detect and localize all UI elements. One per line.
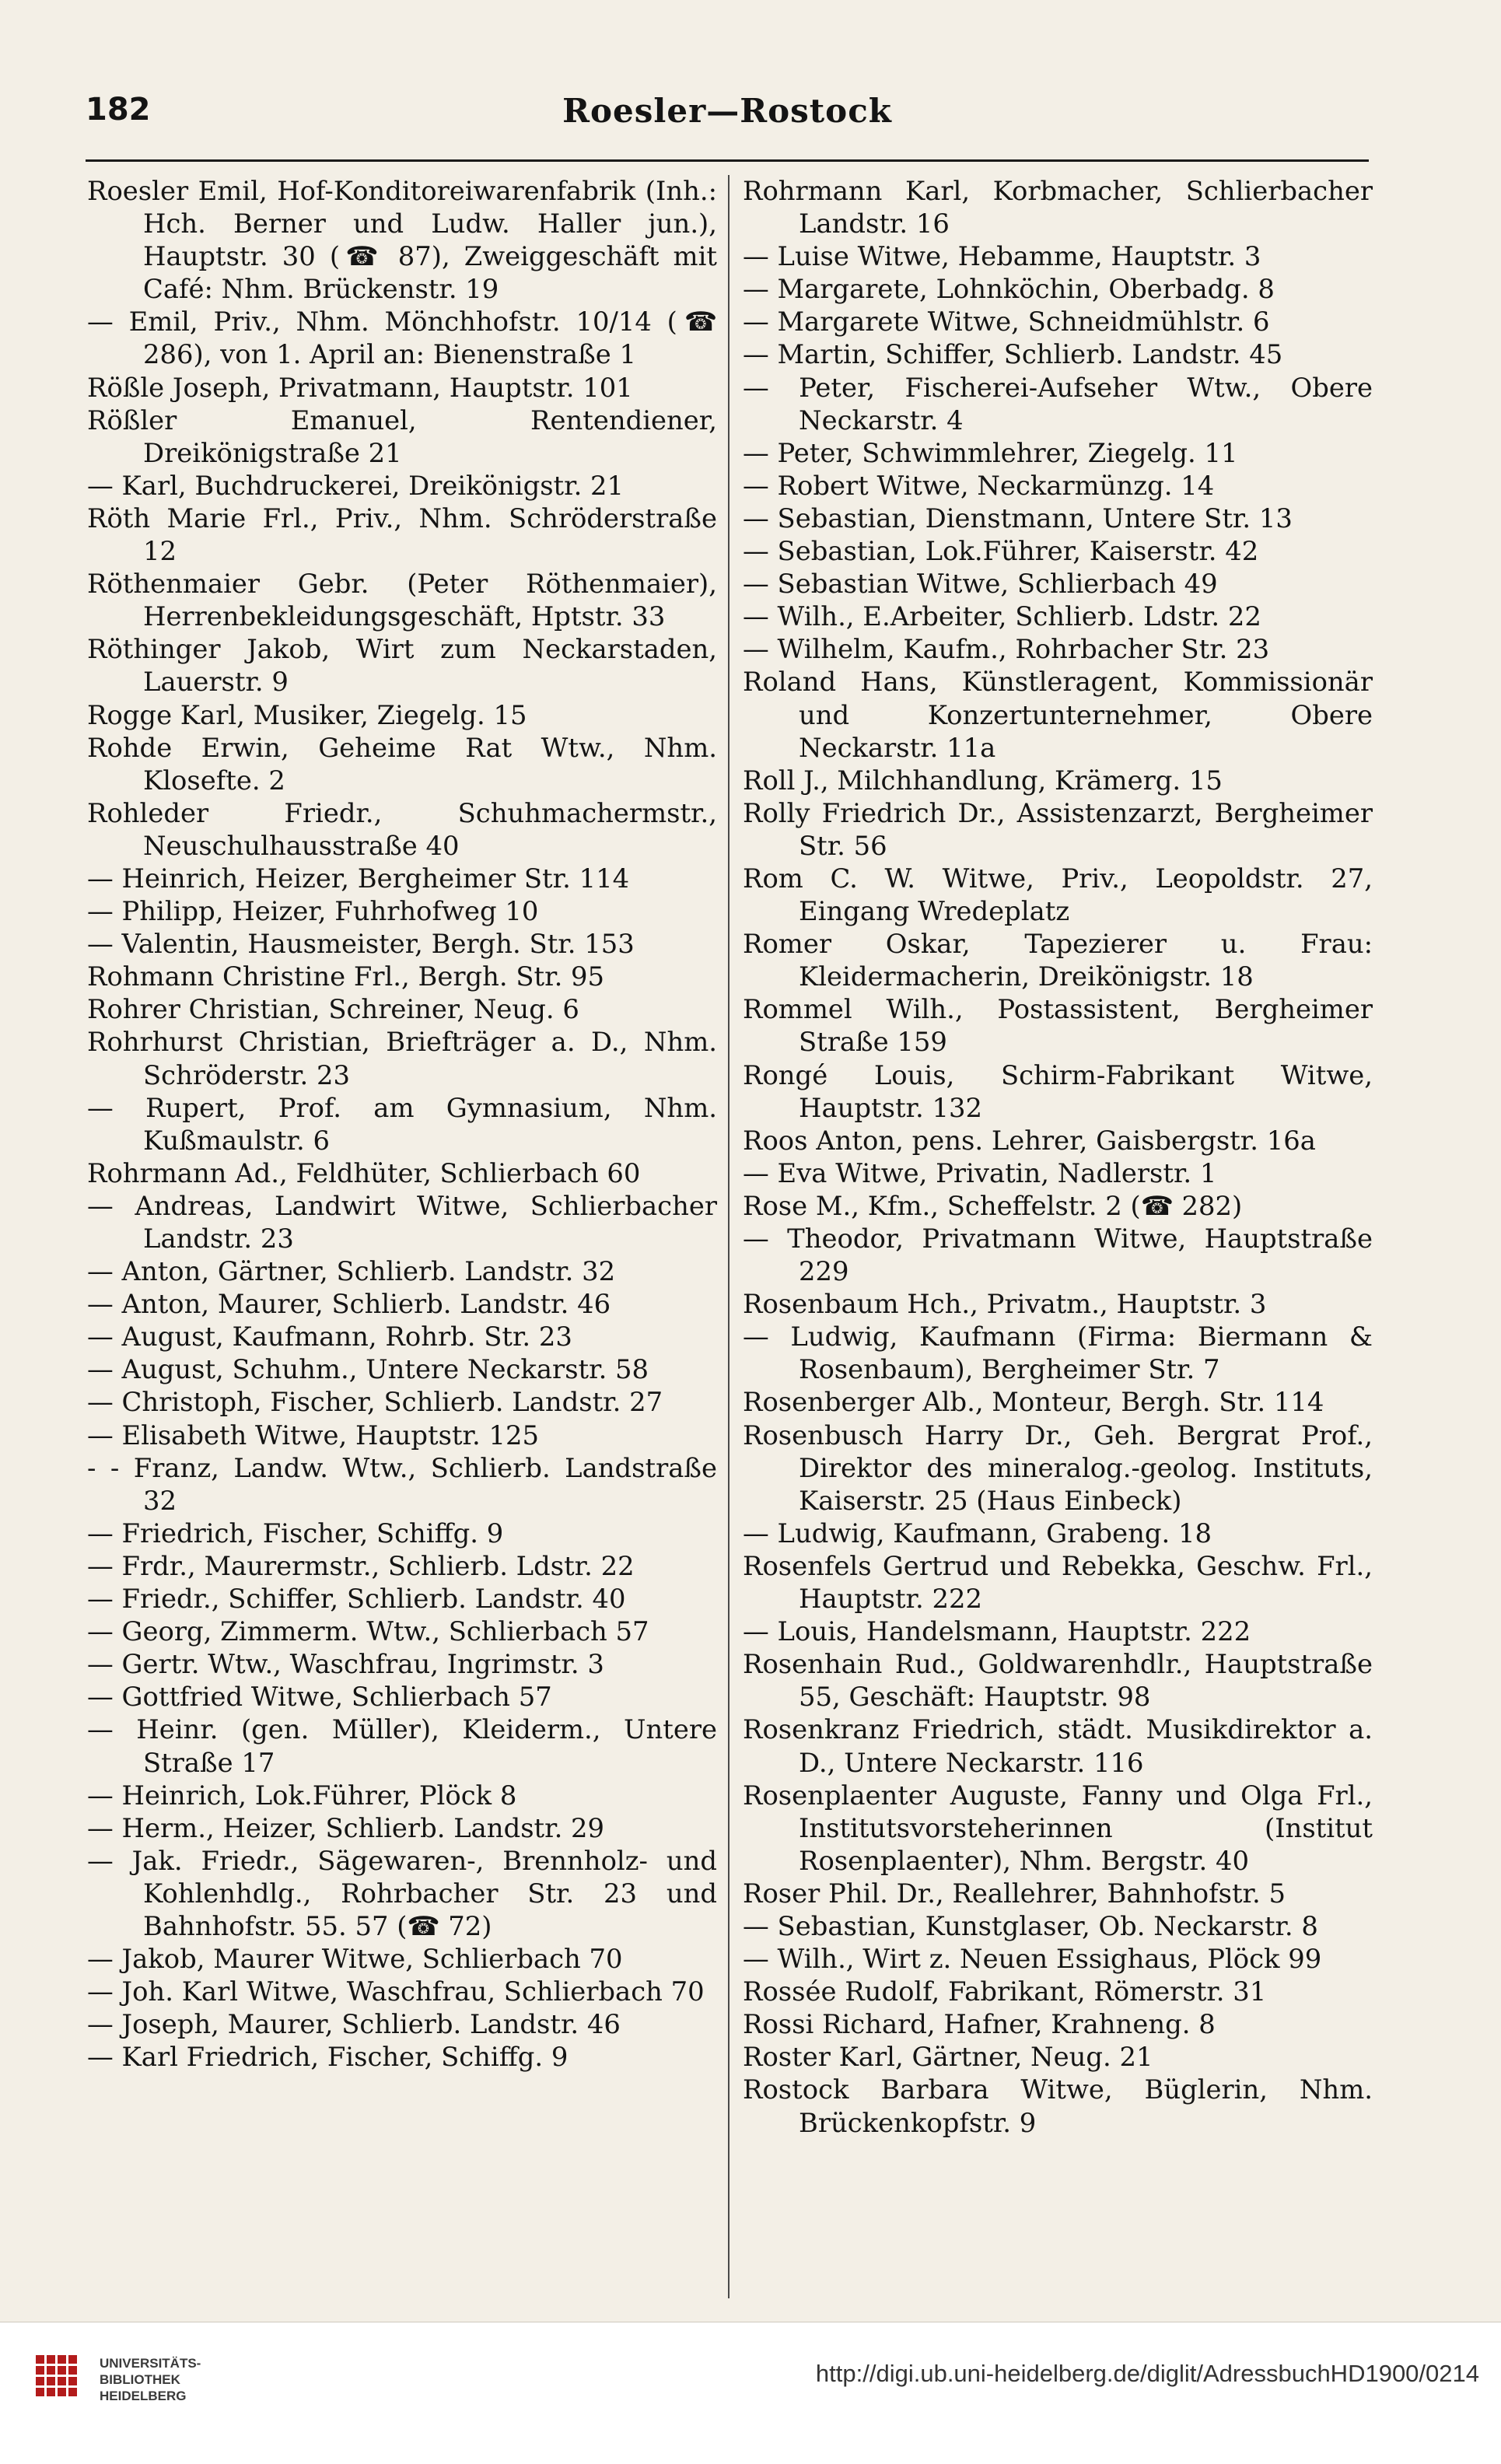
directory-entry: — Martin, Schiffer, Schlierb. Landstr. 45 bbox=[743, 339, 1283, 370]
directory-entry: — Robert Witwe, Neckarmünzg. 14 bbox=[743, 470, 1215, 501]
directory-entry: Roll J., Milchhandlung, Krämerg. 15 bbox=[743, 765, 1223, 796]
directory-entry: Röthinger Jakob, Wirt zum Neckarstaden, Lauerstr. 9 bbox=[87, 634, 717, 698]
directory-entry: — Peter, Fischerei-Aufseher Wtw., Obere Neckarstr. 4 bbox=[743, 372, 1373, 436]
directory-entry: — Rupert, Prof. am Gymnasium, Nhm. Kußmaulstr. 6 bbox=[87, 1092, 717, 1156]
directory-entry: Rogge Karl, Musiker, Ziegelg. 15 bbox=[87, 699, 527, 730]
directory-entry: Roesler Emil, Hof-Konditoreiwarenfabrik (Inh.: Hch. Berner und Ludw. Haller jun.), Hauptstr. 30 (☎ 87), Zweiggeschäft mit Café: Nhm. Brückenstr. 19 bbox=[87, 176, 717, 305]
directory-entry: — Theodor, Privatmann Witwe, Hauptstraße 229 bbox=[743, 1223, 1373, 1287]
library-name-line: HEIDELBERG bbox=[100, 2389, 187, 2403]
directory-entry: Rohrer Christian, Schreiner, Neug. 6 bbox=[87, 994, 579, 1025]
directory-entry: — Heinr. (gen. Müller), Kleiderm., Untere Straße 17 bbox=[87, 1714, 717, 1778]
directory-entry: — Sebastian, Dienstmann, Untere Str. 13 bbox=[743, 502, 1293, 534]
library-logo-icon bbox=[30, 2350, 90, 2406]
directory-entry: Rose M., Kfm., Scheffelstr. 2 (☎ 282) bbox=[743, 1190, 1243, 1221]
header-rule bbox=[86, 159, 1369, 162]
directory-entry: — Joh. Karl Witwe, Waschfrau, Schlierbach 70 bbox=[87, 1976, 705, 2007]
directory-entry: — Georg, Zimmerm. Wtw., Schlierbach 57 bbox=[87, 1616, 649, 1647]
left-column bbox=[87, 175, 717, 2074]
directory-entry: Röthenmaier Gebr. (Peter Röthenmaier), Herrenbekleidungsgeschäft, Hptstr. 33 bbox=[87, 569, 717, 632]
directory-entry: — Anton, Gärtner, Schlierb. Landstr. 32 bbox=[87, 1256, 616, 1287]
directory-entry: — Christoph, Fischer, Schlierb. Landstr. 27 bbox=[87, 1387, 663, 1418]
directory-entry: Rohleder Friedr., Schuhmachermstr., Neuschulhausstraße 40 bbox=[87, 797, 717, 861]
directory-entry: — Karl Friedrich, Fischer, Schiffg. 9 bbox=[87, 2042, 569, 2073]
directory-entry: Rosenbusch Harry Dr., Geh. Bergrat Prof., Direktor des mineralog.-geolog. Instituts, Kaiserstr. 25 (Haus Einbeck) bbox=[743, 1419, 1373, 1516]
directory-entry: — Sebastian Witwe, Schlierbach 49 bbox=[743, 569, 1218, 600]
page-number: 182 bbox=[86, 92, 151, 128]
directory-entry: — Elisabeth Witwe, Hauptstr. 125 bbox=[87, 1419, 539, 1451]
directory-entry: — Louis, Handelsmann, Hauptstr. 222 bbox=[743, 1616, 1251, 1647]
directory-entry: — August, Schuhm., Untere Neckarstr. 58 bbox=[87, 1354, 649, 1385]
directory-entry: Romer Oskar, Tapezierer u. Frau: Kleidermacherin, Dreikönigstr. 18 bbox=[743, 929, 1373, 992]
directory-entry: — Friedrich, Fischer, Schiffg. 9 bbox=[87, 1517, 504, 1549]
directory-entry: — Luise Witwe, Hebamme, Hauptstr. 3 bbox=[743, 241, 1261, 272]
directory-entry: — Eva Witwe, Privatin, Nadlerstr. 1 bbox=[743, 1157, 1217, 1188]
directory-entry: Rosenbaum Hch., Privatm., Hauptstr. 3 bbox=[743, 1289, 1267, 1320]
directory-entry: Rohrmann Karl, Korbmacher, Schlierbacher Landstr. 16 bbox=[743, 176, 1373, 240]
directory-entry: — Heinrich, Heizer, Bergheimer Str. 114 bbox=[87, 863, 630, 894]
directory-entry: Roster Karl, Gärtner, Neug. 21 bbox=[743, 2042, 1153, 2073]
directory-entry: Rohrhurst Christian, Briefträger a. D., Nhm. Schröderstr. 23 bbox=[87, 1027, 717, 1090]
library-name-line: UNIVERSITÄTS- bbox=[100, 2356, 201, 2371]
directory-entry: — Jakob, Maurer Witwe, Schlierbach 70 bbox=[87, 1944, 623, 1975]
directory-entry: Rolly Friedrich Dr., Assistenzarzt, Bergheimer Str. 56 bbox=[743, 797, 1373, 861]
column-divider bbox=[728, 175, 730, 2298]
directory-entry: Rosenplaenter Auguste, Fanny und Olga Frl., Institutsvorsteherinnen (Institut Rosenplaenter), Nhm. Bergstr. 40 bbox=[743, 1780, 1373, 1876]
directory-entry: — Karl, Buchdruckerei, Dreikönigstr. 21 bbox=[87, 470, 625, 501]
directory-entry: — Wilh., E.Arbeiter, Schlierb. Ldstr. 22 bbox=[743, 601, 1261, 632]
directory-entry: — Anton, Maurer, Schlierb. Landstr. 46 bbox=[87, 1289, 611, 1320]
directory-entry: Rostock Barbara Witwe, Büglerin, Nhm. Brückenkopfstr. 9 bbox=[743, 2074, 1373, 2138]
directory-entry: — Jak. Friedr., Sägewaren-, Brennholz- und Kohlenhdlg., Rohrbacher Str. 23 und Bahnhofstr. 55. 57 (☎ 72) bbox=[87, 1845, 717, 1941]
page-header bbox=[86, 92, 1369, 138]
directory-entry: — Emil, Priv., Nhm. Mönchhofstr. 10/14 (☎ 286), von 1. April an: Bienenstraße 1 bbox=[87, 306, 717, 370]
directory-entry: Rommel Wilh., Postassistent, Bergheimer Straße 159 bbox=[743, 994, 1373, 1058]
directory-entry: — Margarete Witwe, Schneidmühlstr. 6 bbox=[743, 306, 1270, 338]
directory-entry: Rom C. W. Witwe, Priv., Leopoldstr. 27, Eingang Wredeplatz bbox=[743, 863, 1373, 927]
directory-entry: — Sebastian, Lok.Führer, Kaiserstr. 42 bbox=[743, 536, 1259, 567]
directory-entry: Rongé Louis, Schirm-Fabrikant Witwe, Hauptstr. 132 bbox=[743, 1059, 1373, 1123]
source-url-link[interactable]: http://digi.ub.uni-heidelberg.de/diglit/AdressbuchHD1900/0214 bbox=[815, 2360, 1479, 2387]
directory-entry: Rosenberger Alb., Monteur, Bergh. Str. 114 bbox=[743, 1387, 1324, 1418]
directory-entry: — Sebastian, Kunstglaser, Ob. Neckarstr. 8 bbox=[743, 1910, 1318, 1941]
directory-entry: Rößler Emanuel, Rentendiener, Dreikönigstraße 21 bbox=[87, 404, 717, 468]
directory-entry: — Wilh., Wirt z. Neuen Essighaus, Plöck 99 bbox=[743, 1944, 1322, 1975]
directory-entry: Röth Marie Frl., Priv., Nhm. Schröderstraße 12 bbox=[87, 502, 717, 567]
directory-entry: — Gottfried Witwe, Schlierbach 57 bbox=[87, 1682, 552, 1713]
directory-entry: Rößle Joseph, Privatmann, Hauptstr. 101 bbox=[87, 372, 633, 403]
directory-entry: Roland Hans, Künstleragent, Kommissionär und Konzertunternehmer, Obere Neckarstr. 11a bbox=[743, 667, 1373, 763]
library-name-line: BIBLIOTHEK bbox=[100, 2372, 180, 2387]
directory-entry: — Frdr., Maurermstr., Schlierb. Ldstr. 22 bbox=[87, 1550, 635, 1581]
directory-entry: — August, Kaufmann, Rohrb. Str. 23 bbox=[87, 1321, 572, 1353]
directory-entry: — Peter, Schwimmlehrer, Ziegelg. 11 bbox=[743, 437, 1238, 468]
directory-entry: — Margarete, Lohnköchin, Oberbadg. 8 bbox=[743, 274, 1275, 305]
directory-entry: — Herm., Heizer, Schlierb. Landstr. 29 bbox=[87, 1812, 605, 1843]
directory-entry: - - Franz, Landw. Wtw., Schlierb. Landstraße 32 bbox=[87, 1452, 717, 1516]
library-name bbox=[100, 2355, 201, 2404]
directory-entry: — Andreas, Landwirt Witwe, Schlierbacher Landstr. 23 bbox=[87, 1190, 717, 1254]
directory-entry: — Friedr., Schiffer, Schlierb. Landstr. 40 bbox=[87, 1584, 626, 1615]
right-column bbox=[743, 175, 1373, 2140]
running-head: Roesler—Rostock bbox=[562, 92, 892, 130]
directory-entry: Roos Anton, pens. Lehrer, Gaisbergstr. 16a bbox=[743, 1125, 1316, 1156]
directory-entry: Rohde Erwin, Geheime Rat Wtw., Nhm. Klosefte. 2 bbox=[87, 732, 717, 796]
directory-entry: Rosenhain Rud., Goldwarenhdlr., Hauptstraße 55, Geschäft: Hauptstr. 98 bbox=[743, 1649, 1373, 1713]
directory-entry: Rohrmann Ad., Feldhüter, Schlierbach 60 bbox=[87, 1157, 641, 1188]
directory-entry: — Gertr. Wtw., Waschfrau, Ingrimstr. 3 bbox=[87, 1649, 604, 1680]
directory-entry: — Ludwig, Kaufmann, Grabeng. 18 bbox=[743, 1517, 1212, 1549]
directory-entry: Rohmann Christine Frl., Bergh. Str. 95 bbox=[87, 961, 605, 992]
directory-entry: Rossi Richard, Hafner, Krahneng. 8 bbox=[743, 2009, 1216, 2040]
directory-entry: Roser Phil. Dr., Reallehrer, Bahnhofstr. 5 bbox=[743, 1878, 1286, 1909]
directory-entry: Rosenfels Gertrud und Rebekka, Geschw. Frl., Hauptstr. 222 bbox=[743, 1550, 1373, 1615]
directory-entry: Rosenkranz Friedrich, städt. Musikdirektor a. D., Untere Neckarstr. 116 bbox=[743, 1714, 1373, 1778]
directory-entry: — Heinrich, Lok.Führer, Plöck 8 bbox=[87, 1780, 517, 1811]
directory-entry: — Ludwig, Kaufmann (Firma: Biermann & Rosenbaum), Bergheimer Str. 7 bbox=[743, 1321, 1373, 1385]
directory-entry: — Philipp, Heizer, Fuhrhofweg 10 bbox=[87, 896, 539, 927]
directory-entry: — Wilhelm, Kaufm., Rohrbacher Str. 23 bbox=[743, 634, 1270, 665]
directory-entry: Rossée Rudolf, Fabrikant, Römerstr. 31 bbox=[743, 1976, 1267, 2007]
footer bbox=[0, 2322, 1501, 2464]
directory-entry: — Joseph, Maurer, Schlierb. Landstr. 46 bbox=[87, 2009, 621, 2040]
directory-entry: — Valentin, Hausmeister, Bergh. Str. 153 bbox=[87, 929, 635, 960]
